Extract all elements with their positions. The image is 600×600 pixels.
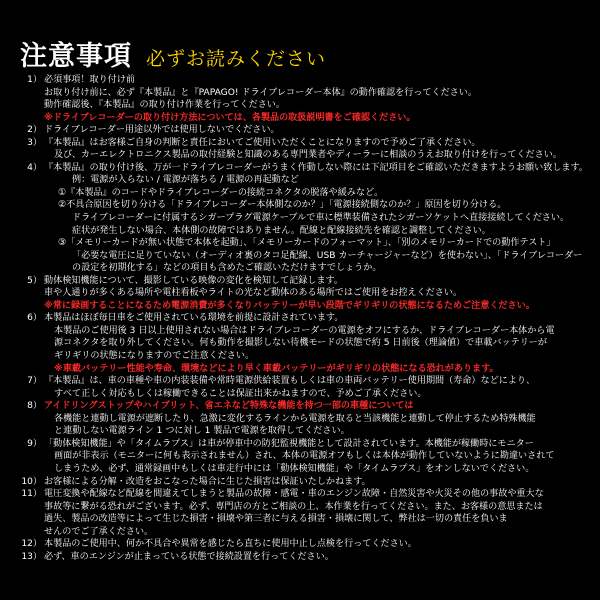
notice-item xyxy=(20,162,588,275)
notice-body xyxy=(44,400,588,438)
notice-item xyxy=(20,438,588,476)
notice-number: 6） xyxy=(27,313,42,324)
header xyxy=(20,34,326,74)
notice-line: 車や人通りが多くある場所や電柱看板やライトの光など動体のある場所ではご使用をお控えください。 xyxy=(44,288,463,299)
notice-item xyxy=(20,476,588,489)
notice-number: 12） xyxy=(21,539,42,550)
notice-line: お客様による分解・改造をおこなった場合に生じた損害は保証いたしかねます。 xyxy=(44,476,371,487)
notice-number: 9） xyxy=(27,438,42,449)
notice-line: ①『本製品』のコードやドライブレコーダーの接続コネクタの脱落や緩みなど。 xyxy=(58,187,384,198)
notice-line: 『本製品』はお客様ご自身の判断と責任においてご使用いただくことになりますので予めご了承ください。 xyxy=(44,137,481,148)
notice-body xyxy=(44,375,588,400)
notice-line: 本製品はほぼ毎日車をご使用されている環境を前提に設計されています。 xyxy=(44,313,344,324)
notice-number: 2） xyxy=(27,125,42,136)
notice-line: ギリギリの状態になりますのでご注意ください。 xyxy=(54,351,255,362)
notice-body xyxy=(44,74,588,124)
notice-item xyxy=(20,74,588,124)
notice-number: 13） xyxy=(21,551,42,562)
notice-line: 本製品のご使用中、何か不具合や異常を感じたら直ちに使用中止し点検を行ってください。 xyxy=(44,539,417,550)
notice-number: 4） xyxy=(27,162,42,173)
notice-number: 8） xyxy=(27,401,42,412)
notice-item xyxy=(20,488,588,538)
notice-body xyxy=(44,538,588,551)
notice-line: 及び、カーエレクトロニクス製品の取付経験と知識のある専門業者やディーラーに相談のうえお取り付けを行ってください。 xyxy=(54,150,562,161)
notice-item xyxy=(20,275,588,313)
notice-line: 例：電源が入らない / 電源が落ちる / 電源の再起動など xyxy=(72,175,299,186)
notice-warning-line: アイドリングストップやハイブリット、省エネなど特殊な機能を持つ一部の車種については xyxy=(44,401,414,412)
notice-line: 事故等に繋がる恐れがございます。必ず、専門店の方とご相談の上、本作業を行ってください。また、お客様の意思または xyxy=(44,501,543,512)
notice-body xyxy=(44,438,588,476)
notice-line: 「必要な電圧に足りていない（オーディオ裏のタコ足配線、USB カーチャージャーなど）を使わない」、「ドライブレコーダー xyxy=(72,250,583,261)
notice-body xyxy=(44,312,588,375)
notice-body xyxy=(44,162,588,275)
notice-body xyxy=(44,124,588,137)
notice-number: 11） xyxy=(21,489,42,500)
notice-line: 各機能と連動し電源が遮断したり、急激に変化するラインから電源を取ると当該機能と連動して停止するため特殊機能 xyxy=(54,413,536,424)
notice-line: 過失、製品の改造等によって生じた損害・損壊や第三者に与える損害・損壊に関して、弊社は一切の責任を負いま xyxy=(44,514,508,525)
notice-line: しまうため、必ず、通常録画中もしくは車走行中には「動体検知機能」や「タイムラプス」をオンしないでください。 xyxy=(54,463,535,474)
notice-item xyxy=(20,400,588,438)
notice-number: 7） xyxy=(27,376,42,387)
notice-body xyxy=(44,476,588,489)
notice-line: お取り付け前に、必ず『本製品』と『PAPAGO! ドライブレコーダー本体』の動作確認を行ってください。 xyxy=(44,87,477,98)
notice-line: 動体検知機能について、撮影している映像の変化を検知して記録します。 xyxy=(44,275,344,286)
notice-item xyxy=(20,312,588,375)
notice-line: 症状が発生しない場合、本体側の故障ではありません。配線と配線接続先を確認と調整してください。 xyxy=(72,225,491,236)
notice-line: 画面が非表示（モニターに何も表示されません）され、本体の電源オフもしくは本体が動作していないように勘違いされて xyxy=(54,451,555,462)
notice-line: ドライブレコーダー用途以外では使用しないでください。 xyxy=(44,125,280,136)
notice-line: 必須事項！取り付け前 xyxy=(44,75,135,85)
notice-line: と連動しない電源ライン 1 つに対し 1 製品で電源を取得してください。 xyxy=(54,426,350,437)
notice-body xyxy=(44,137,588,162)
notice-number: 5） xyxy=(27,275,42,286)
notice-line: 『本製品』は、車の車種や車の内装装備や常時電源供給装置もしくは車の車両バッテリー使用期間（寿命）などにより、 xyxy=(44,376,536,387)
notice-line: の設定を初期化する」などの項目も含めたご確認いただけますでしょうか。 xyxy=(72,263,382,274)
notice-number: 10） xyxy=(21,476,42,487)
notice-body xyxy=(44,488,588,538)
notice-warning-line: ※ドライブレコーダーの取り付け方法については、各製品の取扱説明書をご確認ください。 xyxy=(44,112,416,123)
page-title: 注意事項 xyxy=(20,41,132,72)
notice-list xyxy=(20,74,588,563)
notice-item xyxy=(20,551,588,564)
notice-body xyxy=(44,551,588,564)
notice-line: 「動体検知機能」や「タイムラプス」は車が停車中の防犯監視機能として設計されています。本機能が稼働時にモニター xyxy=(44,438,534,449)
notice-line: せんのでご了承ください。 xyxy=(44,526,154,537)
notice-item xyxy=(20,137,588,162)
notice-line: 電圧変換や配線など配線を間違えてしまうと製品の故障・感電・車のエンジン故障・自然災害や火災その他の事故や重大な xyxy=(44,489,544,500)
notice-number: 1） xyxy=(27,75,42,85)
notice-line: 源コネクタを取り外してください。何も動作を撮影しない待機モードの状態で約 5 日前後（理論値）で車載バッテリーが xyxy=(54,338,547,349)
notice-item xyxy=(20,538,588,551)
notice-line: 必ず、車のエンジンが止まっている状態で接続設置を行ってください。 xyxy=(44,551,334,562)
notice-item xyxy=(20,124,588,137)
notice-line: 本製品のご使用後 3 日以上使用されない場合はドライブレコーダーの電源をオフにするか、ドライブレコーダー本体から電 xyxy=(54,325,555,336)
notice-warning-line: ※車載バッテリー性能や寿命、環境などにより早く車載バッテリーがギリギリの状態になる恐れがあります。 xyxy=(54,363,499,374)
notice-line: ③「メモリーカードが無い状態で本体を起動」、「メモリーカードのフォーマット」、「別のメモリーカードでの動作テスト」 xyxy=(58,238,556,249)
notice-line: すべて正しく対応もしくは稼働できることは保証出来かねますので、予めご了承ください。 xyxy=(54,388,427,399)
notice-line: ②不具合原因を切り分ける「ドライブレコーダー本体側なのか？」「電源接続側なのか？」原因を切り分ける。 xyxy=(58,200,507,211)
notice-item xyxy=(20,375,588,400)
notice-warning-line: ※常に録画することになるため電源消費が多くなりバッテリーが早い段階でギリギリの状態になるためご注意ください。 xyxy=(44,300,535,311)
notice-body xyxy=(44,275,588,313)
notice-line: ドライブレコーダーに付属するシガープラグ電源ケーブルで車に標準装備されたシガーソケットへ直接接続してください。 xyxy=(72,213,570,224)
notice-line: 『本製品』の取り付け後、万が一ドライブレコーダーがうまく作動しない際には下記項目をご確認いただきますようお願い致します。 xyxy=(44,162,588,173)
page-subtitle: 必ずお読みください xyxy=(146,48,327,70)
notice-line: 動作確認後、『本製品』の取り付け作業を行ってください。 xyxy=(44,100,285,111)
notice-number: 3） xyxy=(27,137,42,148)
